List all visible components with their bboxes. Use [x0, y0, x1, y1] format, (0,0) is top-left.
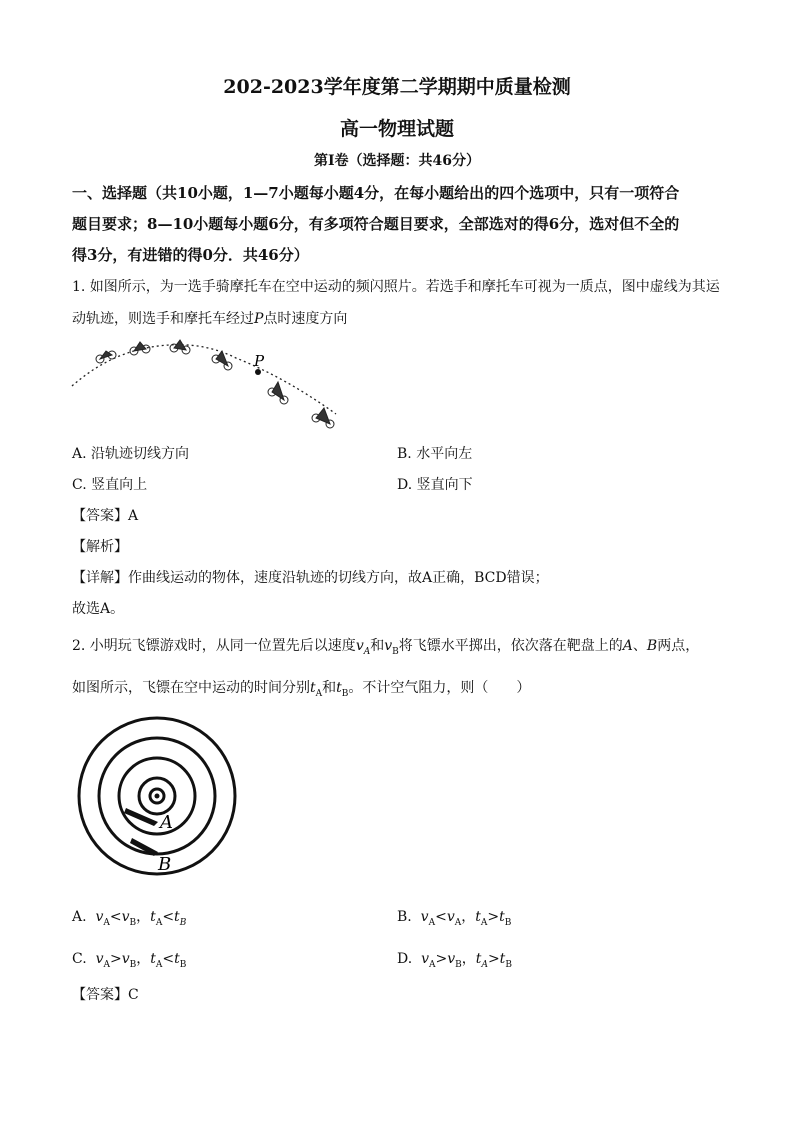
gt-sign: > — [435, 951, 448, 967]
comma: ， — [461, 909, 476, 925]
sub-a: A — [103, 959, 110, 970]
motorcycle-icon — [212, 351, 232, 370]
q2-stem-line2 — [72, 677, 530, 699]
var-t: t — [499, 909, 505, 925]
sub-b: B — [341, 688, 349, 699]
q1-stem-line2 — [72, 308, 347, 328]
option-prefix: B. — [397, 909, 412, 925]
gt-sign: > — [110, 951, 122, 967]
comma: ， — [136, 951, 151, 967]
page-subtitle: 高一物理试题 — [339, 118, 454, 140]
motorcycle-icon — [170, 340, 190, 354]
var-v: v — [121, 951, 130, 967]
var-t: t — [475, 909, 481, 925]
answer-value: C — [128, 987, 139, 1003]
sub-b: B — [179, 959, 187, 970]
q2-text: 两点， — [657, 638, 700, 654]
var-t: t — [174, 951, 180, 967]
sub-a: A — [428, 917, 436, 928]
var-v: v — [447, 951, 456, 967]
q1-conclusion: 故选A。 — [72, 601, 125, 617]
point-b-inline: B — [646, 638, 658, 654]
sub-a: A — [454, 917, 462, 928]
lt-sign: < — [435, 909, 447, 925]
lt-sign: < — [162, 909, 175, 925]
point-p-label: P — [254, 352, 265, 370]
var-t: t — [174, 909, 180, 925]
section-intro-line1: 一、选择题（共10小题，1—7小题每小题4分，在每小题给出的四个选项中，只有一项符合 — [72, 184, 680, 202]
point-a-inline: A — [622, 638, 633, 654]
q2-text: 、 — [632, 638, 647, 654]
q1-stem-line1: 1. 如图所示，为一选手骑摩托车在空中运动的频闪照片。若选手和摩托车可视为一质点，图中虚线为其运 — [72, 279, 720, 295]
volume-heading: 第Ⅰ卷（选择题：共46分） — [313, 153, 481, 169]
dartboard-figure — [72, 712, 242, 882]
var-v: v — [121, 909, 130, 925]
var-v: v — [384, 638, 393, 654]
detail-text: 作曲线运动的物体，速度沿轨迹的切线方向，故A正确，BCD错误； — [128, 570, 549, 586]
detail-tag: 【详解】 — [72, 570, 128, 586]
q2-text: 将飞镖水平掷出，依次落在靶盘上的 — [398, 638, 623, 654]
sub-a: A — [363, 646, 371, 657]
q2-text: 。不计空气阻力，则（ ） — [348, 680, 531, 696]
var-t: t — [475, 951, 482, 967]
bullseye-dot — [155, 794, 160, 799]
point-a-label: A — [160, 812, 173, 833]
gt-sign: > — [487, 951, 500, 967]
sub-b: B — [505, 959, 512, 970]
sub-a: A — [155, 959, 163, 970]
var-v: v — [95, 909, 104, 925]
q1-option-a[interactable]: A. 沿轨迹切线方向 — [72, 446, 190, 462]
q1-option-d[interactable]: D. 竖直向下 — [397, 477, 473, 493]
comma: ， — [136, 909, 151, 925]
q2-option-c[interactable] — [72, 948, 186, 970]
comma: ， — [461, 951, 476, 967]
section-intro-line3: 得3分，有进错的得0分．共46分） — [72, 246, 309, 264]
sub-b: B — [392, 646, 399, 657]
sub-b: B — [504, 917, 512, 928]
option-prefix: C. — [72, 951, 87, 967]
motorcycle-icon — [96, 351, 116, 363]
answer-tag: 【答案】 — [72, 508, 128, 524]
sub-b: B — [179, 917, 187, 928]
point-b-label: B — [158, 854, 172, 875]
q2-option-a[interactable] — [72, 906, 186, 928]
answer-value: A — [128, 508, 139, 524]
point-p-inline: P — [254, 311, 264, 327]
lt-sign: < — [162, 951, 175, 967]
var-v: v — [420, 909, 429, 925]
option-prefix: D. — [397, 951, 413, 967]
motorcycle-icon — [268, 382, 288, 404]
var-t: t — [336, 680, 342, 696]
motorcycle-trajectory-figure — [66, 332, 356, 432]
and-word: 和 — [322, 680, 337, 696]
page-title: 202-2023学年度第二学期期中质量检测 — [223, 76, 571, 98]
option-prefix: A. — [72, 909, 87, 925]
section-intro-line2: 题目要求；8—10小题每小题6分，有多项符合题目要求，全部选对的得6分，选对但不全的 — [72, 215, 680, 233]
sub-a: A — [315, 688, 323, 699]
q1-option-b[interactable]: B. 水平向左 — [397, 446, 473, 462]
sub-b: B — [455, 959, 462, 970]
sub-a: A — [103, 917, 110, 928]
sub-a: A — [155, 917, 163, 928]
var-v: v — [95, 951, 104, 967]
motorcycle-icon — [130, 342, 150, 355]
q2-answer — [72, 984, 139, 1004]
sub-b: B — [129, 959, 137, 970]
var-t: t — [150, 909, 156, 925]
answer-tag: 【答案】 — [72, 987, 128, 1003]
sub-a: A — [480, 917, 488, 928]
q2-option-d[interactable] — [397, 948, 512, 970]
q1-analysis-tag: 【解析】 — [72, 539, 128, 555]
sub-b: B — [129, 917, 137, 928]
q1-answer — [72, 505, 138, 525]
q1-option-c[interactable]: C. 竖直向上 — [72, 477, 148, 493]
q2-stem-line1 — [72, 635, 699, 657]
var-v: v — [446, 909, 455, 925]
var-v: v — [355, 638, 364, 654]
q1-detail — [72, 567, 549, 587]
var-v: v — [421, 951, 430, 967]
var-t: t — [499, 951, 506, 967]
q2-text: 如图所示，飞镖在空中运动的时间分别 — [72, 680, 310, 696]
sub-a: A — [429, 959, 436, 970]
q1-stem-text: 动轨迹，则选手和摩托车经过 — [72, 311, 254, 327]
var-t: t — [150, 951, 156, 967]
lt-sign: < — [109, 909, 122, 925]
and-word: 和 — [370, 638, 385, 654]
q2-option-b[interactable] — [397, 906, 511, 928]
sub-a: A — [481, 959, 488, 970]
gt-sign: > — [487, 909, 500, 925]
q2-text: 2. 小明玩飞镖游戏时，从同一位置先后以速度 — [72, 638, 356, 654]
q1-stem-text-end: 点时速度方向 — [263, 311, 348, 327]
var-t: t — [310, 680, 316, 696]
